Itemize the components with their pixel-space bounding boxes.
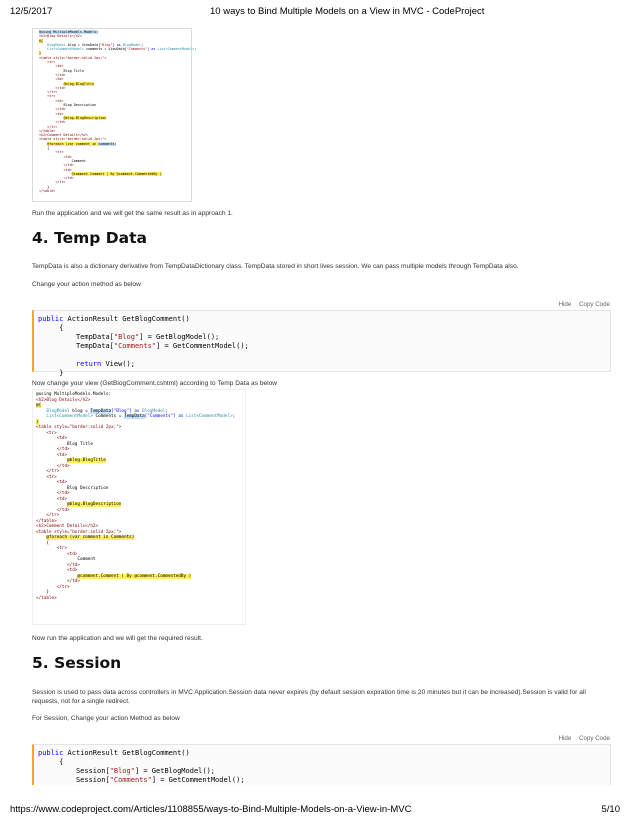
section-heading-session: 5. Session xyxy=(32,654,122,672)
section-heading-temp-data: 4. Temp Data xyxy=(32,229,147,247)
code-block-session: public ActionResult GetBlogComment() { Session["Blog"] = GetBlogModel(); Session["Comments"] = GetCommentModel(); xyxy=(32,744,611,785)
paragraph-change-view: Now change your view (GetBlogComment.cshtml) according to Temp Data as below xyxy=(32,380,278,387)
code-block-tempdata: public ActionResult GetBlogComment() { TempData["Blog"] = GetBlogModel(); TempData["Comments"] = GetCommentModel(); return View(); } xyxy=(32,310,611,372)
code-screenshot-viewdata: @using MultipleModels.Models; <h2>Blog Details</h2> @{ BlogModel blog = ViewData["Blog"] as BlogModel; List<CommentModel> comments = ViewData["Comments"] as List<CommentModel>; } <table style="border:solid 2px;"> <tr> <td> Blog Title </td> <td> @blog.BlogTitle </td> </tr> <tr> <td> Blog Description </td> <td> @blog.BlogDescription </td> </tr> </table> <h2>Comment Details</h2> <table style="border:solid 2px;"> @foreach (var comment in comments) { <tr> <td> Comment </td> <td> @comment.Comment ( By @comment.CommentedBy ) </td> </tr> } </table> xyxy=(32,28,192,202)
paragraph-run-same: Run the application and we will get the same result as in approach 1. xyxy=(32,210,233,217)
code-toolbar xyxy=(32,301,610,308)
hide-code-button[interactable]: Hide xyxy=(558,301,572,308)
print-date: 12/5/2017 xyxy=(10,6,53,17)
print-url: https://www.codeproject.com/Articles/1108855/ways-to-Bind-Multiple-Models-on-a-View-in-MVC xyxy=(10,804,412,815)
paragraph-run-required: Now run the application and we will get the required result. xyxy=(32,635,203,642)
code-screenshot-tempdata: @using MultipleModels.Models; <h2>Blog Details</h2> @{ BlogModel blog = TempData["Blog"] as BlogModel; List<CommentModel> Comments = TempData["Comments"] as List<CommentModel>; } <table style="border:solid 2px;"> <tr> <td> Blog Title </td> <td> @blog.BlogTitle </td> </tr> <tr> <td> Blog Description </td> <td> @blog.BlogDescription </td> </tr> </table> <h2>Comment Details</h2> <table style="border:solid 2px;"> @foreach (var comment in Comments) { <tr> <td> Comment </td> <td> @comment.Comment ( By @comment.CommentedBy ) </td> </tr> } </table> xyxy=(32,389,246,625)
paragraph-tempdata-intro: TempData is also a dictionary derivative from TempDataDictionary class. TempData stored in short lives session. We can pass multiple models through TempData also. xyxy=(32,263,519,270)
code-toolbar-session xyxy=(32,735,610,742)
paragraph-session-change: For Session, Change your action Method as below xyxy=(32,715,180,722)
copy-code-button-session[interactable]: Copy Code xyxy=(579,735,610,742)
hide-code-button-session[interactable]: Hide xyxy=(558,735,572,742)
print-page-number: 5/10 xyxy=(601,804,620,815)
paragraph-change-action: Change your action method as below xyxy=(32,281,141,288)
paragraph-session-intro: Session is used to pass data across controllers in MVC Application.Session data never expires (by default session expiration time is 20 minutes but it can be increased).Session is valid for all requests, not for a single redirect. xyxy=(32,689,586,705)
print-title: 10 ways to Bind Multiple Models on a View in MVC - CodeProject xyxy=(210,6,485,17)
copy-code-button[interactable]: Copy Code xyxy=(579,301,610,308)
